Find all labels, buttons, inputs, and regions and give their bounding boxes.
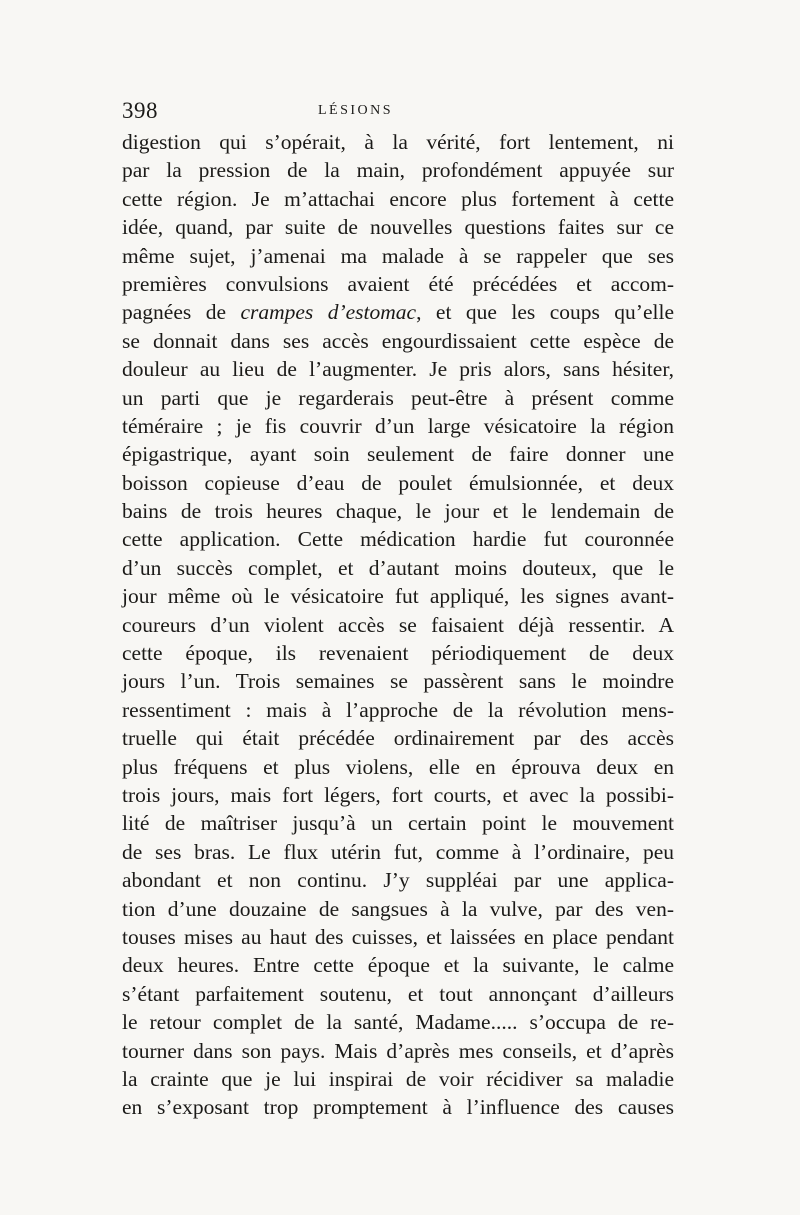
text-line: tion d’une douzaine de sangsues à la vulve, par des ven- [122, 896, 674, 921]
text-line: cette région. Je m’attachai encore plus fortement à cette [122, 186, 674, 211]
text-line-italic: pagnées de crampes d’estomac, et que les coups qu’elle [122, 300, 674, 325]
text-line: même sujet, j’amenai ma malade à se rappeler que ses [122, 243, 674, 268]
text-line: cette époque, ils revenaient périodiquement de deux [122, 641, 674, 666]
text-line: épigastrique, ayant soin seulement de faire donner une [122, 442, 674, 467]
text-line: truelle qui était précédée ordinairement par des accès [122, 726, 674, 751]
body-text [122, 128, 674, 1122]
text-line: ressentiment : mais à l’approche de la révolution mens- [122, 697, 674, 722]
italic-phrase: crampes d’estomac [240, 300, 417, 325]
text-line: premières convulsions avaient été précédées et accom- [122, 271, 674, 296]
text-line: de ses bras. Le flux utérin fut, comme à l’ordinaire, peu [122, 839, 674, 864]
text-line: plus fréquens et plus violens, elle en éprouva deux en [122, 754, 674, 779]
text-line: tourner dans son pays. Mais d’après mes conseils, et d’après [122, 1038, 674, 1063]
text-line: boisson copieuse d’eau de poulet émulsionnée, et deux [122, 470, 674, 495]
text-line: trois jours, mais fort légers, fort courts, et avec la possibi- [122, 782, 674, 807]
text-line: digestion qui s’opérait, à la vérité, fort lentement, ni [122, 130, 674, 154]
text-line: le retour complet de la santé, Madame..... s’occupa de re- [122, 1010, 674, 1035]
text-line: abondant et non continu. J’y suppléai par une applica- [122, 868, 674, 893]
text-line: douleur au lieu de l’augmenter. Je pris alors, sans hésiter, [122, 357, 674, 382]
page-number: 398 [122, 98, 158, 123]
text-line: s’étant parfaitement soutenu, et tout annonçant d’ailleurs [122, 981, 674, 1006]
page-header [122, 98, 682, 128]
text-line: d’un succès complet, et d’autant moins douteux, que le [122, 555, 674, 580]
text-line: téméraire ; je fis couvrir d’un large vésicatoire la région [122, 413, 674, 438]
text-line: un parti que je regarderais peut-être à présent comme [122, 385, 674, 410]
text-line: jour même où le vésicatoire fut appliqué, les signes avant- [122, 584, 674, 609]
text-line: la crainte que je lui inspirai de voir récidiver sa maladie [122, 1066, 674, 1091]
text-line: par la pression de la main, profondément appuyée sur [122, 158, 674, 183]
text-line: bains de trois heures chaque, le jour et le lendemain de [122, 499, 674, 524]
text-line: idée, quand, par suite de nouvelles questions faites sur ce [122, 215, 674, 240]
text-line: deux heures. Entre cette époque et la suivante, le calme [122, 953, 674, 978]
text-line: en s’exposant trop promptement à l’influence des causes [122, 1095, 674, 1120]
text-line: lité de maîtriser jusqu’à un certain point le mouvement [122, 811, 674, 836]
text-line: se donnait dans ses accès engourdissaient cette espèce de [122, 328, 674, 353]
text-line: cette application. Cette médication hardie fut couronnée [122, 527, 674, 552]
running-head: LÉSIONS [318, 103, 394, 118]
text-line: touses mises au haut des cuisses, et laissées en place pendant [122, 924, 674, 949]
text-line: jours l’un. Trois semaines se passèrent sans le moindre [122, 669, 674, 694]
text-line: coureurs d’un violent accès se faisaient déjà ressentir. A [122, 612, 674, 637]
